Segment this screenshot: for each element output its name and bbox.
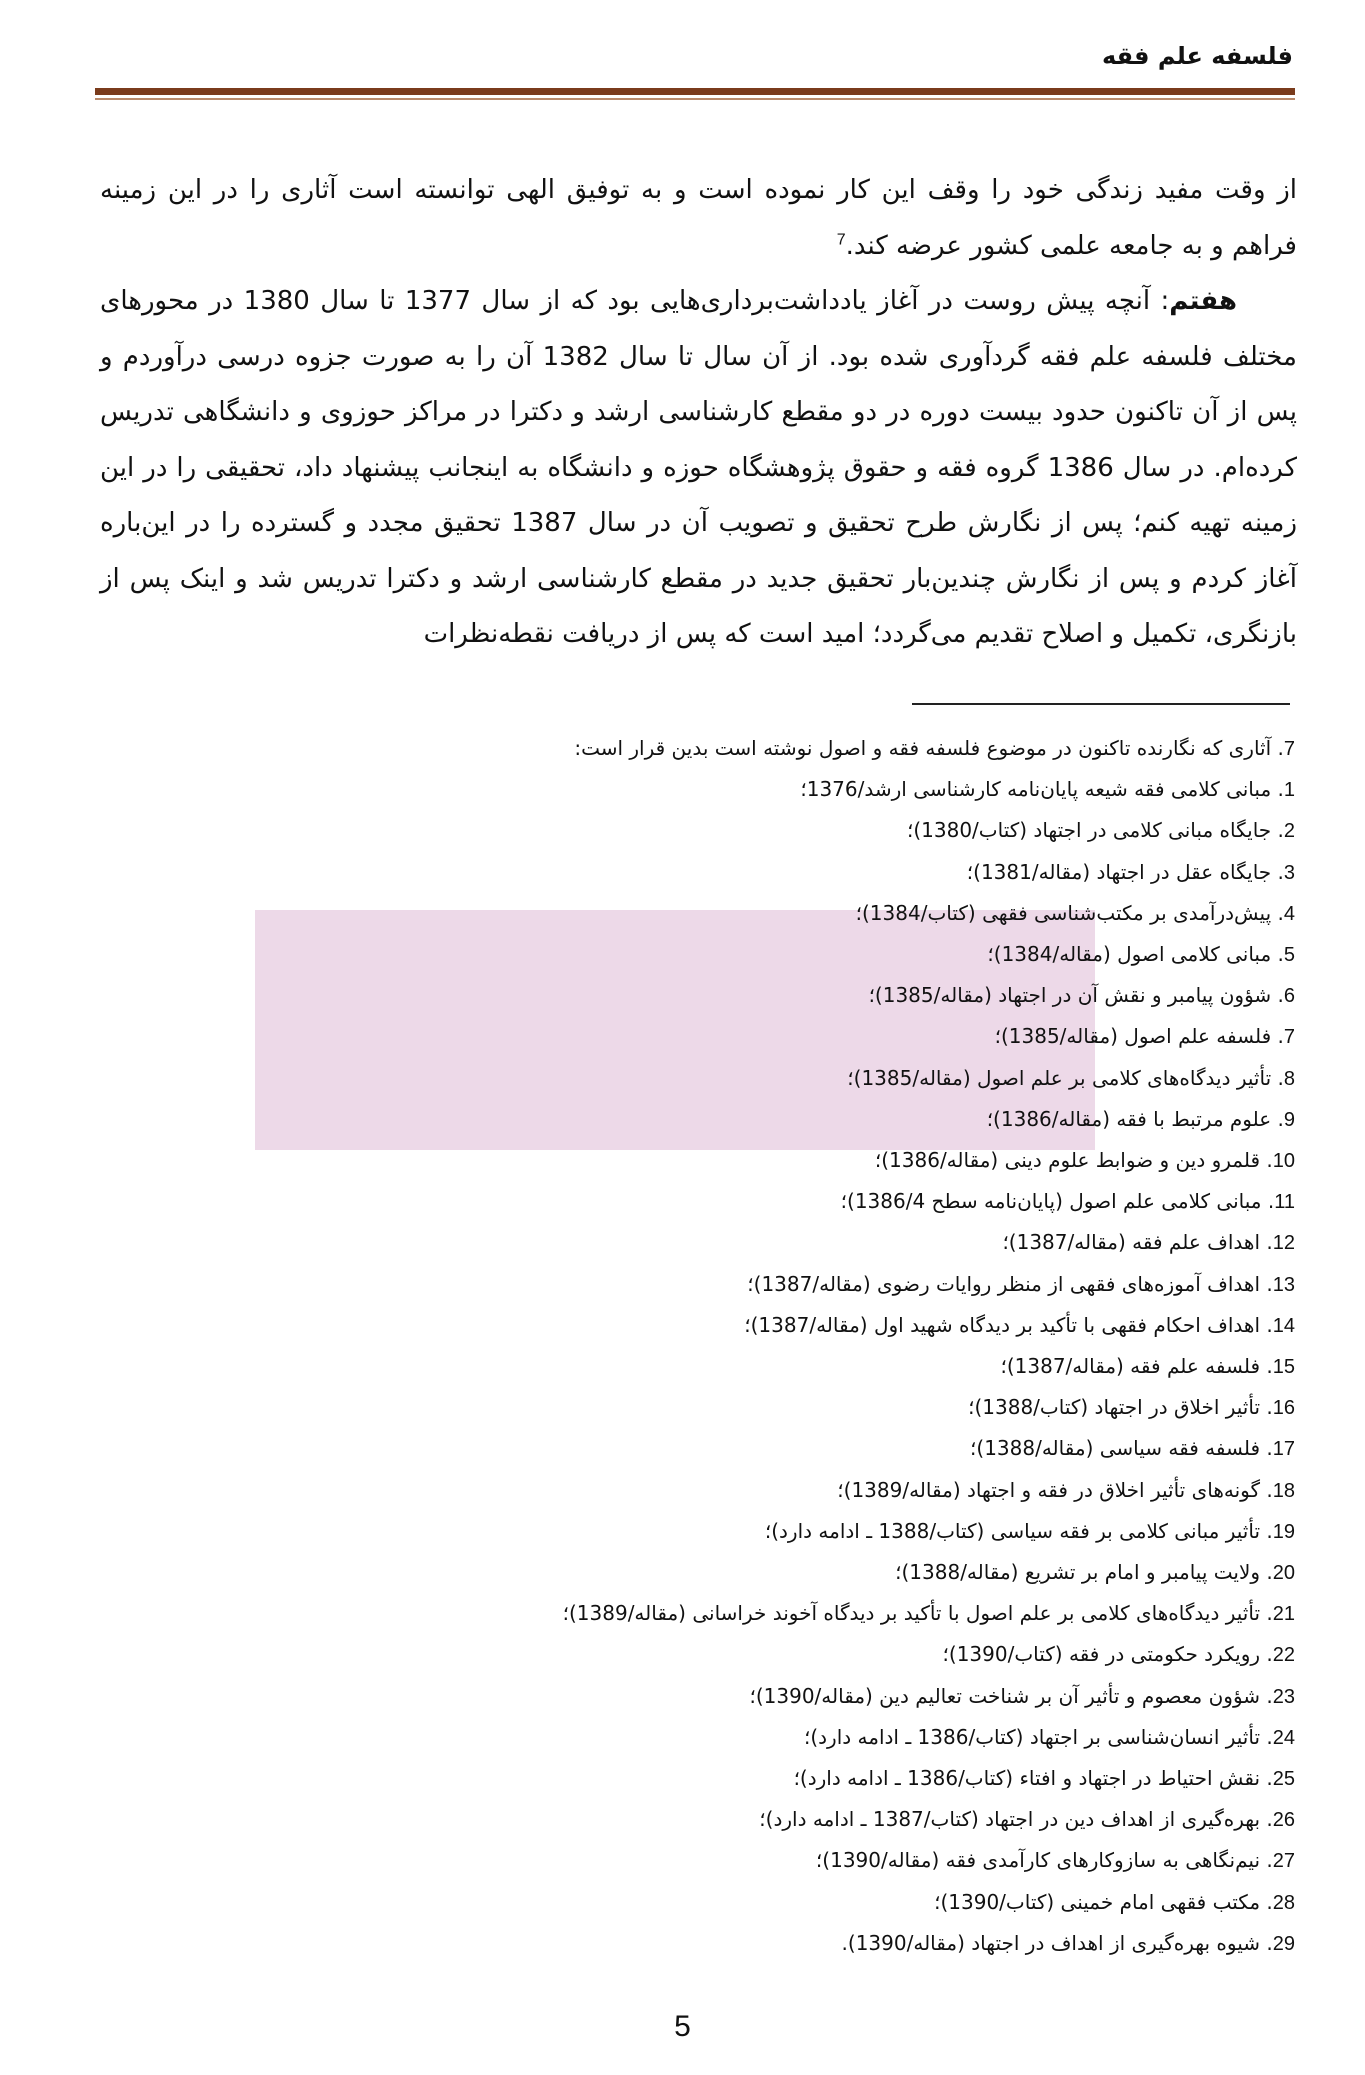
- item-number: 2: [1283, 820, 1295, 843]
- works-list-item: [100, 1882, 1295, 1923]
- item-number: 15: [1272, 1356, 1295, 1379]
- item-text: . قلمرو دین و ضوابط علوم دینی (مقاله/1386)؛: [874, 1148, 1273, 1173]
- item-text: . مبانی کلامی علم اصول (پایان‌نامه سطح 1386/4)؛: [840, 1189, 1275, 1214]
- item-number: 7: [1283, 1026, 1295, 1049]
- footnote-intro: [100, 728, 1295, 769]
- item-number: 3: [1283, 861, 1295, 884]
- item-text: . مبانی کلامی فقه شیعه پایان‌نامه کارشناسی ارشد/1376؛: [800, 777, 1284, 802]
- footnote-intro-text: . آثاری که نگارنده تاکنون در موضوع فلسفه فقه و اصول نوشته است بدین قرار است:: [574, 736, 1284, 760]
- item-text: . نیم‌نگاهی به سازوکارهای کارآمدی فقه (مقاله/1390)؛: [815, 1848, 1273, 1873]
- item-text: . رویکرد حکومتی در فقه (کتاب/1390)؛: [942, 1642, 1273, 1667]
- item-text: . فلسفه فقه سیاسی (مقاله/1388)؛: [970, 1436, 1273, 1461]
- item-text: . ولایت پیامبر و امام بر تشریع (مقاله/1388)؛: [895, 1560, 1273, 1585]
- item-number: 20: [1272, 1562, 1295, 1585]
- works-list-item: [100, 1181, 1295, 1222]
- item-number: 24: [1272, 1726, 1295, 1749]
- item-text: . تأثیر مبانی کلامی بر فقه سیاسی (کتاب/1388 ـ ادامه دارد)؛: [764, 1518, 1273, 1543]
- item-number: 6: [1283, 985, 1295, 1008]
- paragraph: [100, 163, 1297, 274]
- item-text: . تأثیر دیدگاه‌های کلامی بر علم اصول با تأکید بر دیدگاه آخوند خراسانی (مقاله/1389)؛: [562, 1601, 1273, 1626]
- item-text: . شیوه بهره‌گیری از اهداف در اجتهاد (مقاله/1390).: [841, 1930, 1273, 1955]
- works-list-item: [100, 1099, 1295, 1140]
- item-number: 11: [1274, 1191, 1295, 1214]
- works-list-item: [100, 1840, 1295, 1881]
- footnote-number: 7: [1283, 738, 1295, 760]
- item-number: 26: [1272, 1809, 1295, 1832]
- item-number: 14: [1272, 1314, 1295, 1337]
- works-list-item: [100, 1634, 1295, 1675]
- item-text: . تأثیر دیدگاه‌های کلامی بر علم اصول (مقاله/1385)؛: [847, 1065, 1284, 1090]
- item-text: . فلسفه علم فقه (مقاله/1387)؛: [1000, 1354, 1273, 1379]
- item-text: . تأثیر اخلاق در اجتهاد (کتاب/1388)؛: [968, 1395, 1273, 1420]
- item-number: 8: [1283, 1067, 1295, 1090]
- works-list-item: [100, 975, 1295, 1016]
- main-text: [100, 163, 1297, 663]
- paragraph-text: : آنچه پیش روست در آغاز یادداشت‌برداری‌هایی بود که از سال 1377 تا سال 1380 در محورهای مختلف فلسفه علم فقه گردآوری شده بود. از آن سال تا سال 1382 آن را به صورت جزوه درسی درآوردم و پس از آن تاکنون حدود بیست دوره در دو مقطع کارشناسی ارشد و دکترا در مراکز حوزوی و دانشگاهی تدریس کرده‌ام. در سال 1386 گروه فقه و حقوق پژوهشگاه حوزه و دانشگاه به اینجانب پیشنهاد داد، تحقیقی را در این زمینه تهیه کنم؛ پس از نگارش طرح تحقیق و تصویب آن در سال 1387 تحقیق مجدد و گسترده را در این‌باره آغاز کردم و پس از نگارش چندین‌بار تحقیق جدید در مقطع کارشناسی ارشد و دکترا تدریس شد و اینک پس از بازنگری، تکمیل و اصلاح تقدیم می‌گردد؛ امید است که پس از دریافت نقطه‌نظرات: [100, 286, 1297, 649]
- works-list-item: [100, 1717, 1295, 1758]
- works-list-item: [100, 893, 1295, 934]
- item-number: 4: [1283, 902, 1295, 925]
- paragraph: [100, 274, 1297, 663]
- item-text: . جایگاه عقل در اجتهاد (مقاله/1381)؛: [966, 859, 1284, 884]
- works-list-item: [100, 1346, 1295, 1387]
- running-header-title: فلسفه علم فقه: [1101, 42, 1293, 70]
- item-number: 19: [1272, 1520, 1295, 1543]
- item-text: . پیش‌درآمدی بر مکتب‌شناسی فقهی (کتاب/1384)؛: [855, 900, 1284, 925]
- works-list-item: [100, 1799, 1295, 1840]
- item-text: . نقش احتیاط در اجتهاد و افتاء (کتاب/1386 ـ ادامه دارد)؛: [793, 1766, 1273, 1791]
- item-number: 21: [1272, 1603, 1295, 1626]
- header-rule: [95, 88, 1295, 95]
- works-list-item: [100, 1470, 1295, 1511]
- item-number: 27: [1272, 1850, 1295, 1873]
- footnote: [100, 728, 1295, 1964]
- item-number: 5: [1283, 944, 1295, 967]
- item-number: 29: [1272, 1932, 1295, 1955]
- header-rule-thin: [95, 98, 1295, 100]
- works-list-item: [100, 1593, 1295, 1634]
- item-text: . شؤون پیامبر و نقش آن در اجتهاد (مقاله/1385)؛: [868, 983, 1284, 1008]
- works-list-item: [100, 1758, 1295, 1799]
- item-text: . مکتب فقهی امام خمینی (کتاب/1390)؛: [934, 1889, 1273, 1914]
- item-number: 9: [1283, 1108, 1295, 1131]
- page-number: 5: [674, 2010, 691, 2043]
- works-list-item: [100, 1016, 1295, 1057]
- works-list-item: [100, 1305, 1295, 1346]
- item-number: 13: [1272, 1273, 1295, 1296]
- item-text: . اهداف علم فقه (مقاله/1387)؛: [1002, 1230, 1273, 1255]
- works-list-item: [100, 769, 1295, 810]
- works-list-item: [100, 1552, 1295, 1593]
- item-number: 16: [1272, 1397, 1295, 1420]
- works-list-item: [100, 1058, 1295, 1099]
- item-number: 10: [1272, 1150, 1295, 1173]
- works-list-item: [100, 1676, 1295, 1717]
- item-number: 17: [1272, 1438, 1295, 1461]
- works-list-item: [100, 1511, 1295, 1552]
- works-list-item: [100, 852, 1295, 893]
- works-list-item: [100, 1264, 1295, 1305]
- item-text: . گونه‌های تأثیر اخلاق در فقه و اجتهاد (مقاله/1389)؛: [837, 1477, 1273, 1502]
- works-list-item: [100, 1222, 1295, 1263]
- paragraph-lead: هفتم: [1169, 286, 1237, 316]
- item-number: 1: [1283, 779, 1295, 802]
- works-list-item: [100, 1387, 1295, 1428]
- item-text: . فلسفه علم اصول (مقاله/1385)؛: [994, 1024, 1284, 1049]
- item-number: 22: [1272, 1644, 1295, 1667]
- item-number: 25: [1272, 1768, 1295, 1791]
- item-text: . علوم مرتبط با فقه (مقاله/1386)؛: [986, 1106, 1284, 1131]
- item-text: . تأثیر انسان‌شناسی بر اجتهاد (کتاب/1386 ـ ادامه دارد)؛: [803, 1724, 1273, 1749]
- item-number: 23: [1272, 1685, 1295, 1708]
- works-list-item: [100, 934, 1295, 975]
- works-list: [100, 769, 1295, 1964]
- works-list-item: [100, 1923, 1295, 1964]
- item-text: . شؤون معصوم و تأثیر آن بر شناخت تعالیم دین (مقاله/1390)؛: [749, 1683, 1273, 1708]
- works-list-item: [100, 1428, 1295, 1469]
- item-number: 18: [1272, 1479, 1295, 1502]
- item-text: . بهره‌گیری از اهداف دین در اجتهاد (کتاب/1387 ـ ادامه دارد)؛: [759, 1807, 1273, 1832]
- item-number: 12: [1272, 1232, 1295, 1255]
- item-text: . اهداف احکام فقهی با تأکید بر دیدگاه شهید اول (مقاله/1387)؛: [744, 1312, 1273, 1337]
- item-text: . اهداف آموزه‌های فقهی از منظر روایات رضوی (مقاله/1387)؛: [747, 1271, 1273, 1296]
- item-text: . مبانی کلامی اصول (مقاله/1384)؛: [987, 942, 1284, 967]
- footnote-separator: [912, 703, 1290, 705]
- works-list-item: [100, 810, 1295, 851]
- works-list-item: [100, 1140, 1295, 1181]
- item-text: . جایگاه مبانی کلامی در اجتهاد (کتاب/1380)؛: [906, 818, 1284, 843]
- paragraph-text: از وقت مفید زندگی خود را وقف این کار نموده است و به توفیق الهی توانسته است آثاری را در این زمینه فراهم و به جامعه علمی کشور عرضه کند.: [100, 175, 1297, 261]
- item-number: 28: [1272, 1891, 1295, 1914]
- footnote-reference[interactable]: 7: [836, 230, 846, 248]
